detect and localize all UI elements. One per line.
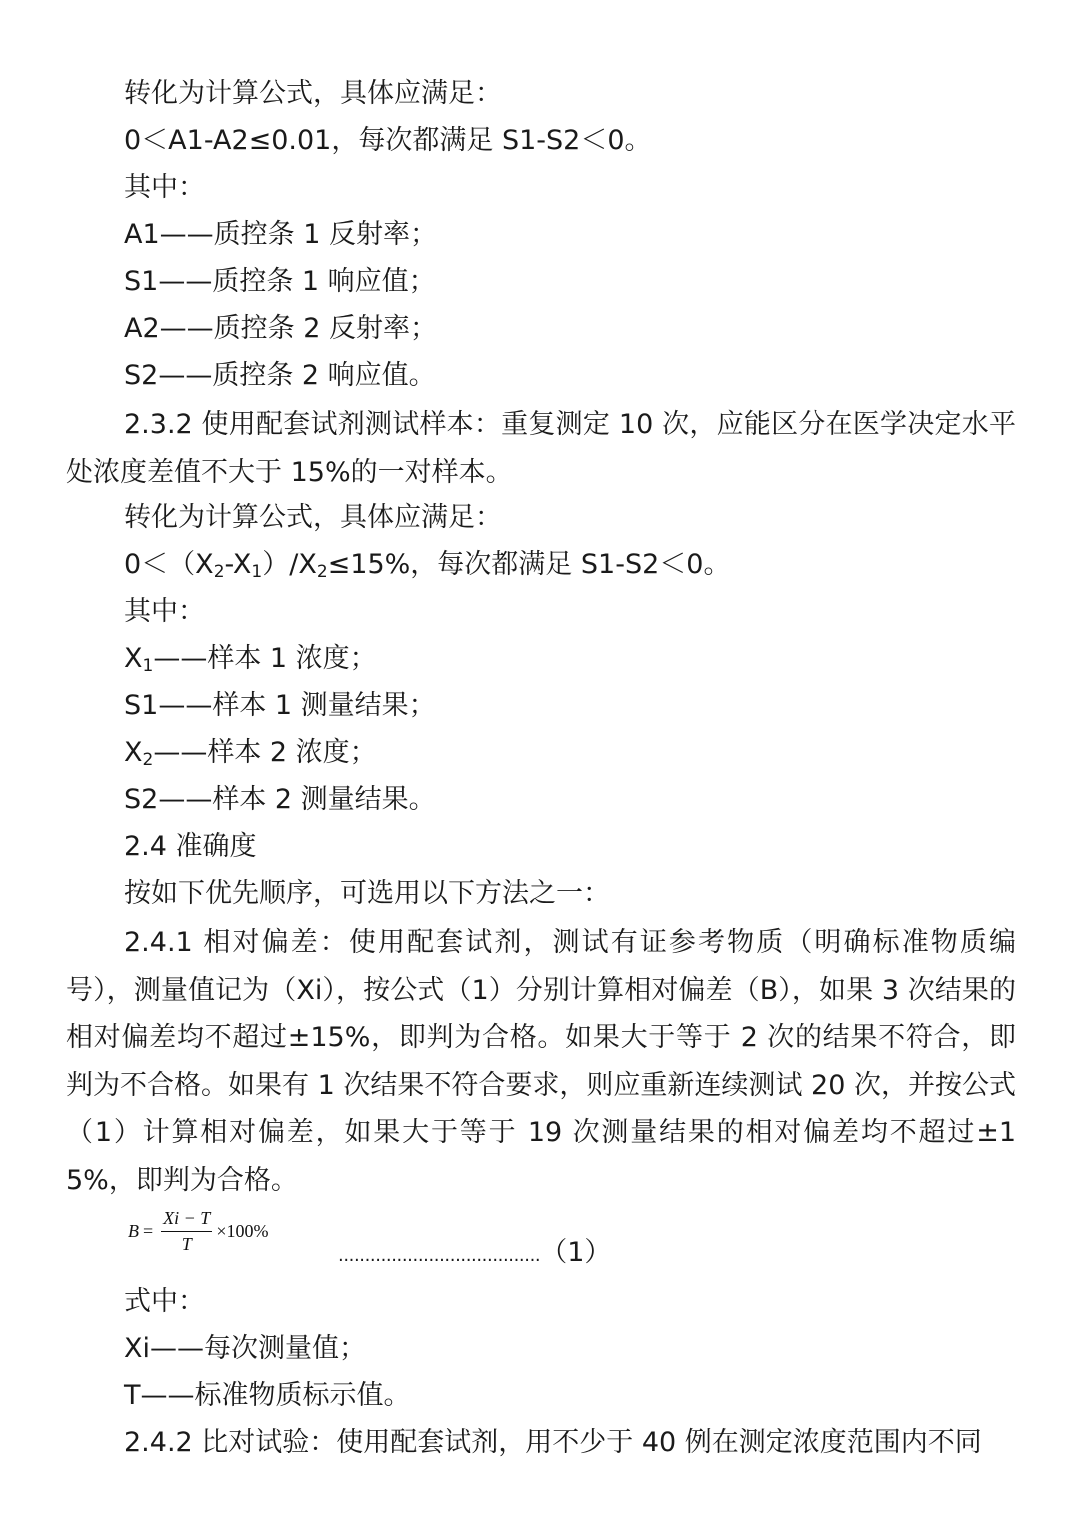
paragraph-2-4-2: 2.4.2 比对试验：使用配套试剂，用不少于 40 例在测定浓度范围内不同 — [124, 1427, 982, 1458]
paragraph-2-3-2: 2.3.2 使用配套试剂测试样本：重复测定 10 次，应能区分在医学决定水平处浓度差值不大于 15%的一对样本。 — [66, 409, 1016, 488]
definition-a1: A1——质控条 1 反射率； — [124, 219, 437, 250]
relative-bias-formula — [128, 1208, 268, 1255]
text-line: 按如下优先顺序，可选用以下方法之一： — [124, 878, 610, 909]
text-line: 转化为计算公式，具体应满足： — [124, 78, 502, 109]
formula-condition-2: $0<(X_2-X_1)/X_2\le 15\%$，每次都满足 S1-S2＜0。 — [124, 549, 731, 582]
formula-equals: = — [143, 1221, 154, 1241]
definition-s2: S2——质控条 2 响应值。 — [124, 360, 436, 391]
definition-x1: $X_1——$样本 1 浓度； — [124, 643, 377, 676]
equation-number: ......................................（1） — [338, 1237, 612, 1268]
definition-s1-sample: S1——样本 1 测量结果； — [124, 690, 436, 721]
definition-t: T——标准物质标示值。 — [124, 1380, 411, 1411]
definition-a2: A2——质控条 2 反射率； — [124, 313, 437, 344]
definition-xi: Xi——每次测量值； — [124, 1333, 366, 1364]
formula-times: ×100% — [216, 1221, 269, 1241]
text-line: 转化为计算公式，具体应满足： — [124, 502, 502, 533]
formula-lhs: B — [128, 1221, 139, 1241]
paragraph-2-4-1: 2.4.1 相对偏差：使用配套试剂，测试有证参考物质（明确标准物质编号），测量值记为（Xi），按公式（1）分别计算相对偏差（B），如果 3 次结果的相对偏差均不超过±15%，即判为合格。如果大于等于 2 次的结果不符合，即判为不合格。如果有 1 次结果不符合要求，则应重新连续测试 20 次，并按公式（1）计算相对偏差，如果大于等于 19 次测量结果的相对偏差均不超过±15%，即判为合格。 — [66, 927, 1016, 1196]
formula-condition-1: 0＜A1-A2≤0.01，每次都满足 S1-S2＜0。 — [124, 125, 652, 156]
formula-numerator: Xi − T — [161, 1208, 212, 1232]
definition-s2-sample: S2——样本 2 测量结果。 — [124, 784, 436, 815]
text-line: 式中： — [124, 1286, 205, 1317]
text-line: 其中： — [124, 172, 205, 203]
definition-x2: $X_2——$样本 2 浓度； — [124, 737, 377, 770]
formula-fraction — [161, 1208, 212, 1255]
section-heading-2-4: 2.4 准确度 — [124, 831, 257, 862]
formula-denominator: T — [181, 1234, 192, 1254]
definition-s1: S1——质控条 1 响应值； — [124, 266, 436, 297]
text-line: 其中： — [124, 596, 205, 627]
